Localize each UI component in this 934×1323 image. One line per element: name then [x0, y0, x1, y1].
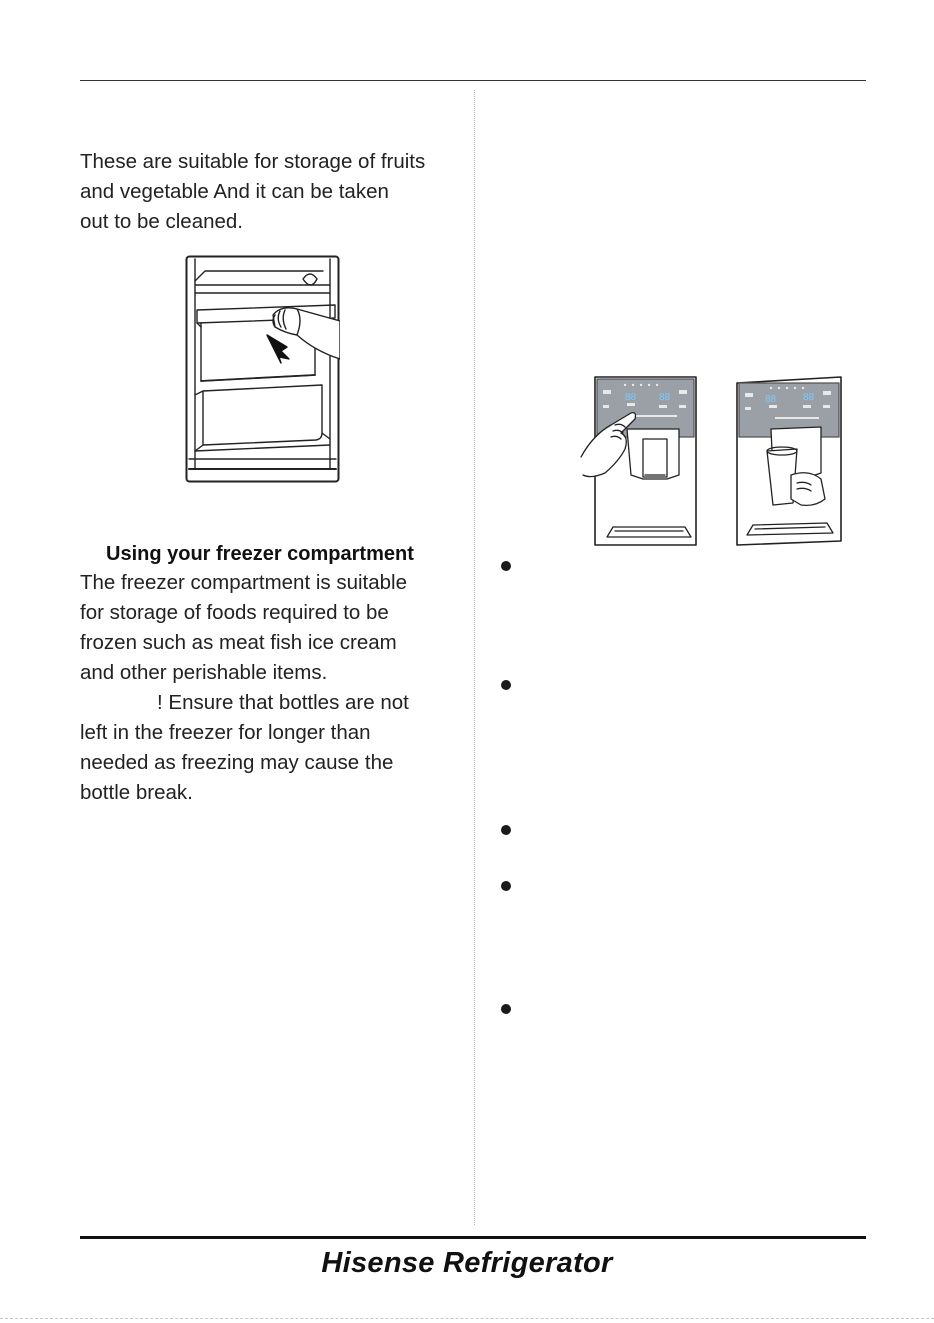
header-rule — [80, 80, 866, 81]
left-unit-display-2: 88 — [659, 392, 671, 403]
freezer-heading: Using your freezer compartment — [106, 543, 414, 565]
freezer-line-1: The freezer compartment is suitable — [80, 571, 407, 594]
bullet-marker-4 — [501, 881, 511, 891]
crisper-line-1: These are suitable for storage of fruits — [80, 150, 426, 173]
caution-line-2: left in the freezer for longer than — [80, 721, 371, 744]
bullet-marker-2 — [501, 680, 511, 690]
left-unit-display-1: 88 — [625, 392, 637, 403]
caution-line-1: ! Ensure that bottles are not — [157, 691, 409, 714]
column-divider — [474, 90, 475, 1225]
caution-line-3: needed as freezing may cause the — [80, 751, 394, 774]
water-dispenser-illustration — [575, 375, 843, 547]
crisper-line-3: out to be cleaned. — [80, 210, 243, 233]
freezer-line-4: and other perishable items. — [80, 661, 328, 684]
page-edge-dashes — [0, 1318, 934, 1319]
crisper-description — [80, 147, 470, 237]
freezer-line-3: frozen such as meat fish ice cream — [80, 631, 397, 654]
right-unit-display-1: 88 — [765, 394, 777, 405]
bullet-marker-3 — [501, 825, 511, 835]
footer-brand: Hisense Refrigerator — [321, 1247, 613, 1279]
bullet-marker-1 — [501, 561, 511, 571]
freezer-line-2: for storage of foods required to be — [80, 601, 389, 624]
crisper-line-2: and vegetable And it can be taken — [80, 180, 389, 203]
caution-line-4: bottle break. — [80, 781, 193, 804]
crisper-drawer-illustration — [185, 255, 340, 483]
footer-rule — [80, 1236, 866, 1239]
freezer-description — [80, 568, 470, 808]
bullet-marker-5 — [501, 1004, 511, 1014]
right-unit-display-2: 88 — [803, 392, 815, 403]
